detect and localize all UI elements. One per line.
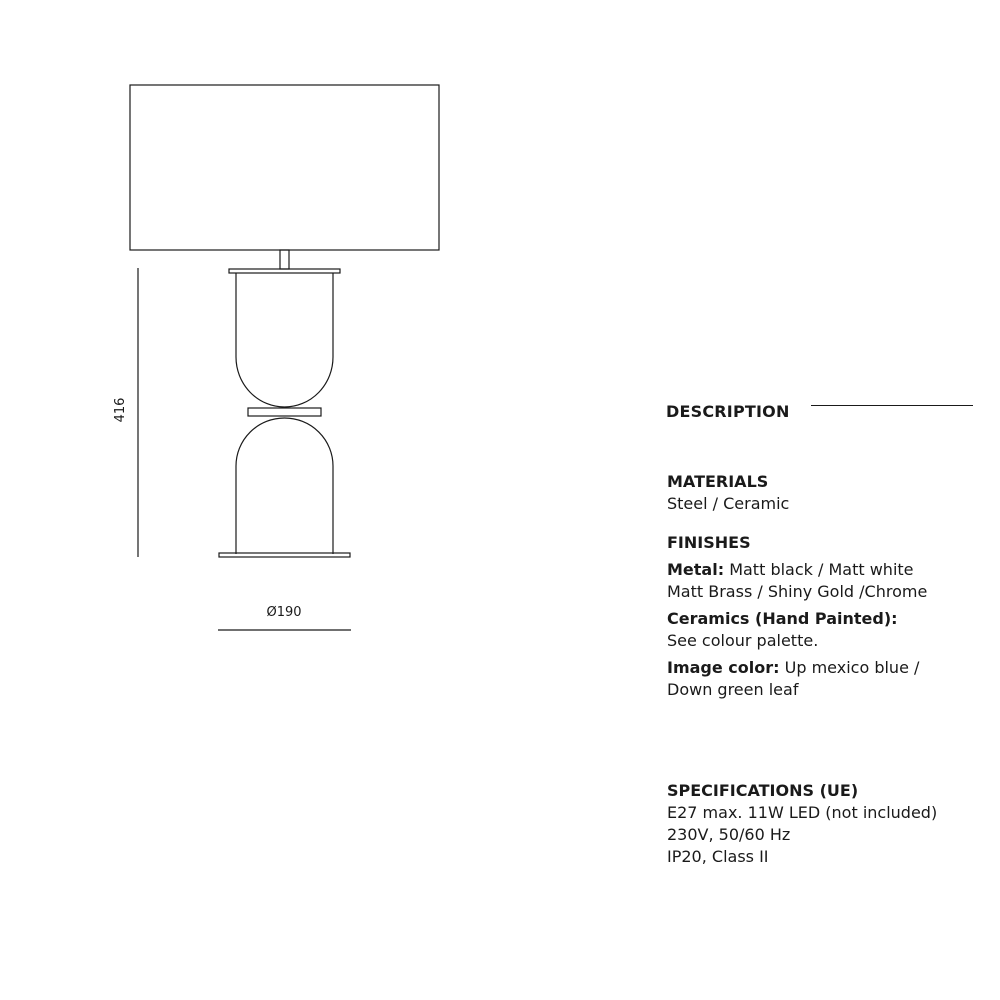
materials-section (667, 471, 789, 515)
image-color-line-1 (667, 657, 927, 679)
height-dimension-label: 416 (113, 397, 128, 423)
specifications-section (667, 780, 937, 868)
finishes-heading: FINISHES (667, 533, 751, 552)
ceramics-value: See colour palette. (667, 631, 819, 650)
materials-value: Steel / Ceramic (667, 494, 790, 513)
materials-heading: MATERIALS (667, 472, 769, 491)
upper-ceramic-body (236, 273, 333, 407)
lamp-stem (280, 250, 289, 269)
lampshade (130, 85, 439, 250)
diameter-dimension-label: Ø190 (266, 605, 302, 620)
spec-line: 230V, 50/60 Hz (667, 825, 791, 844)
base-plate (219, 553, 350, 557)
lower-ceramic-body (236, 418, 333, 554)
description-rule (811, 405, 973, 406)
ceramics-label: Ceramics (Hand Painted): (667, 609, 898, 628)
spec-line: IP20, Class II (667, 847, 769, 866)
metal-value-1: Matt black / Matt white (724, 560, 914, 579)
image-color-value-1: Up mexico blue / (779, 658, 920, 677)
middle-disc (248, 408, 321, 416)
spec-line: E27 max. 11W LED (not included) (667, 803, 938, 822)
image-color-line-2: Down green leaf (667, 680, 799, 699)
image-color-label: Image color: (667, 658, 780, 677)
metal-label: Metal: (667, 560, 725, 579)
metal-finish-line-1 (667, 559, 927, 581)
specifications-heading: SPECIFICATIONS (UE) (667, 781, 859, 800)
metal-finish-line-2: Matt Brass / Shiny Gold /Chrome (667, 582, 928, 601)
top-plate (229, 269, 340, 273)
description-heading: DESCRIPTION (666, 402, 790, 421)
finishes-section (667, 532, 927, 701)
